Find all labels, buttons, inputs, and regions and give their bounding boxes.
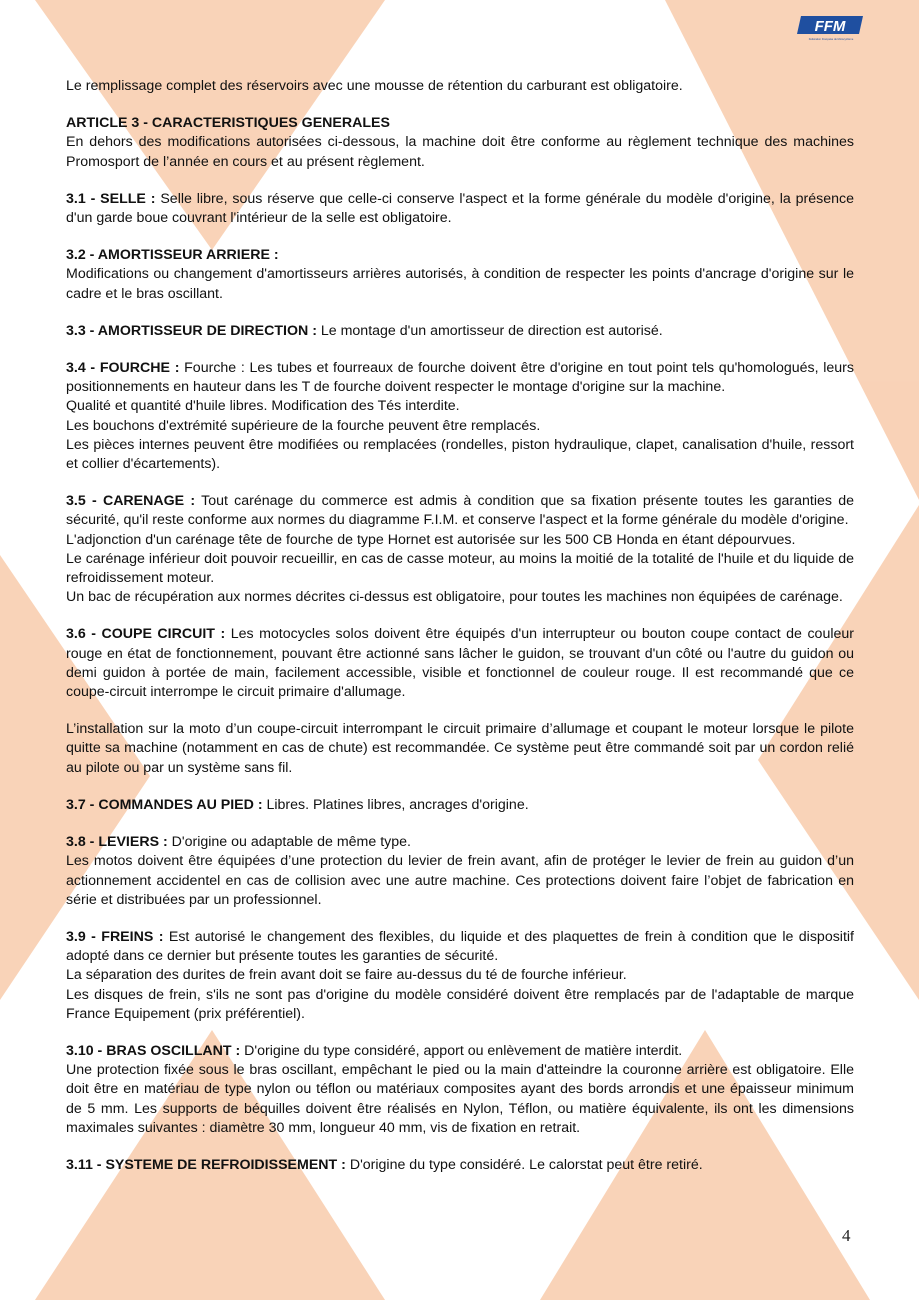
section-3-4-p4: Les pièces internes peuvent être modifiées ou remplacées (rondelles, piston hydraulique, clapet, canalisation d'huile, ressort et collier d'écartements). [66, 436, 854, 473]
section-3-10-label: 3.10 - BRAS OSCILLANT : [66, 1042, 241, 1059]
section-3-7-text: Libres. Platines libres, ancrages d'origine. [262, 796, 529, 813]
section-3-6-text: Les motocycles solos doivent être équipés d'un interrupteur ou bouton coupe contact de couleur rouge en état de fonctionnement, pouvant être actionné sans lâcher le guidon, se trouvant d'un côté ou l'autre du guidon ou demi guidon à portée de main, facilement accessible, visible et fonctionnel de couleur rouge. Il est recommandé que ce coupe-circuit interrompe le circuit primaire d'allumage. [66, 626, 854, 701]
article-3-heading: ARTICLE 3 - CARACTERISTIQUES GENERALES [66, 115, 390, 132]
section-3-11 [66, 1156, 854, 1175]
section-3-1-label: 3.1 - SELLE : [66, 190, 156, 207]
section-3-3-label: 3.3 - AMORTISSEUR DE DIRECTION : [66, 322, 317, 339]
section-3-9-p3: Les disques de frein, s'ils ne sont pas d'origine du modèle considéré doivent être remplacés par de l'adaptable de marque France Equipement (prix préférentiel). [66, 986, 854, 1022]
intro-paragraph: Le remplissage complet des réservoirs avec une mousse de rétention du carburant est obligatoire. [66, 78, 683, 94]
section-3-5-p4: Un bac de récupération aux normes décrites ci-dessus est obligatoire, pour toutes les machines non équipées de carénage. [66, 589, 843, 606]
section-3-7 [66, 796, 854, 815]
section-3-9-label: 3.9 - FREINS : [66, 928, 164, 945]
section-3-10-text: D'origine du type considéré, apport ou enlèvement de matière interdit. [240, 1042, 683, 1059]
section-3-1-text: Selle libre, sous réserve que celle-ci conserve l'aspect et la forme générale du modèle d'origine, la présence d'un garde boue couvrant l'intérieur de la selle est obligatoire. [66, 190, 854, 227]
section-3-4-label: 3.4 - FOURCHE : [66, 360, 180, 377]
logo-subtext: Fédération Française de Motocyclisme [808, 38, 854, 41]
section-3-3 [66, 322, 854, 341]
section-3-1 [66, 190, 854, 228]
section-3-8-p2: Les motos doivent être équipées d’une protection du levier de frein avant, afin de protéger le levier de frein au guidon d’un actionnement accidentel en cas de collision avec une autre machine. Ces protections doivent faire l’objet de fabrication en série et distribuées par un professionnel. [66, 853, 854, 908]
logo-text: FFM [814, 18, 846, 35]
section-3-11-text: D'origine du type considéré. Le calorstat peut être retiré. [345, 1156, 703, 1173]
section-3-5-text: Tout carénage du commerce est admis à condition que sa fixation présente toutes les garanties de sécurité, qu'il reste conforme aux normes du diagramme F.I.M. et conserve l'aspect et la forme générale du modèle d'origine. [66, 493, 854, 529]
section-3-10-p2: Une protection fixée sous le bras oscillant, empêchant le pied ou la main d'atteindre la couronne arrière est obligatoire. Elle doit être en matériau de type nylon ou téflon ou matériaux composites ayant des bords arrondis et une épaisseur minimum de 5 mm. Les supports de béquilles doivent être réalisés en Nylon, Téflon, ou matière équivalente, ils ont les dimensions maximales suivantes : diamètre 30 mm, longueur 40 mm, vis de fixation en retrait. [66, 1062, 854, 1136]
section-3-5-p2: L'adjonction d'un carénage tête de fourche de type Hornet est autorisée sur les 500 CB Honda en étant dépourvues. [66, 531, 796, 548]
section-3-9 [66, 928, 854, 966]
section-3-4-text: Fourche : Les tubes et fourreaux de fourche doivent être d'origine en tout point tels qu'homologués, leurs positionnements en hauteur dans les T de fourche doivent respecter le montage d'origine sur la machine. [66, 360, 854, 396]
section-3-9-text: Est autorisé le changement des flexibles, du liquide et des plaquettes de frein à condition que le dispositif adopté dans ce dernier but présente toutes les garanties de sécurité. [66, 928, 854, 965]
section-3-5-label: 3.5 - CARENAGE : [66, 493, 196, 510]
document-body [66, 77, 854, 1175]
section-3-4-p3: Les bouchons d'extrémité supérieure de la fourche peuvent être remplacés. [66, 417, 541, 434]
section-3-3-text: Le montage d'un amortisseur de direction est autorisé. [316, 322, 663, 339]
ffm-logo [797, 14, 865, 42]
section-3-6 [66, 625, 854, 702]
article-3-text: En dehors des modifications autorisées ci-dessous, la machine doit être conforme au règlement technique des machines Promosport de l’année en cours et au présent règlement. [66, 134, 854, 170]
section-3-5-p3: Le carénage inférieur doit pouvoir recueillir, en cas de casse moteur, au moins la moitié de la totalité de l'huile et du liquide de refroidissement moteur. [66, 550, 854, 587]
section-3-8-label: 3.8 - LEVIERS : [66, 834, 168, 851]
section-3-2-label: 3.2 - AMORTISSEUR ARRIERE : [66, 247, 279, 264]
section-3-4-p2: Qualité et quantité d'huile libres. Modification des Tés interdite. [66, 398, 460, 415]
section-3-8-text: D'origine ou adaptable de même type. [167, 834, 411, 851]
section-3-7-label: 3.7 - COMMANDES AU PIED : [66, 796, 263, 813]
section-3-6-label: 3.6 - COUPE CIRCUIT : [66, 626, 226, 643]
section-3-2-text: Modifications ou changement d'amortisseurs arrières autorisés, à condition de respecter les points d'ancrage d'origine sur le cadre et le bras oscillant. [66, 266, 854, 302]
page-number: 4 [842, 1226, 851, 1245]
section-3-10 [66, 1042, 854, 1061]
section-3-5 [66, 492, 854, 530]
section-3-8 [66, 833, 854, 852]
section-3-4 [66, 359, 854, 397]
section-3-11-label: 3.11 - SYSTEME DE REFROIDISSEMENT : [66, 1156, 346, 1173]
section-3-9-p2: La séparation des durites de frein avant doit se faire au-dessus du té de fourche inférieur. [66, 967, 627, 984]
section-3-6-p2: L’installation sur la moto d’un coupe-circuit interrompant le circuit primaire d’allumage et coupant le moteur lorsque le pilote quitte sa machine (notamment en cas de chute) est recommandée. Ce système peut être commandé soit par un cordon relié au pilote ou par un système sans fil. [66, 721, 854, 776]
